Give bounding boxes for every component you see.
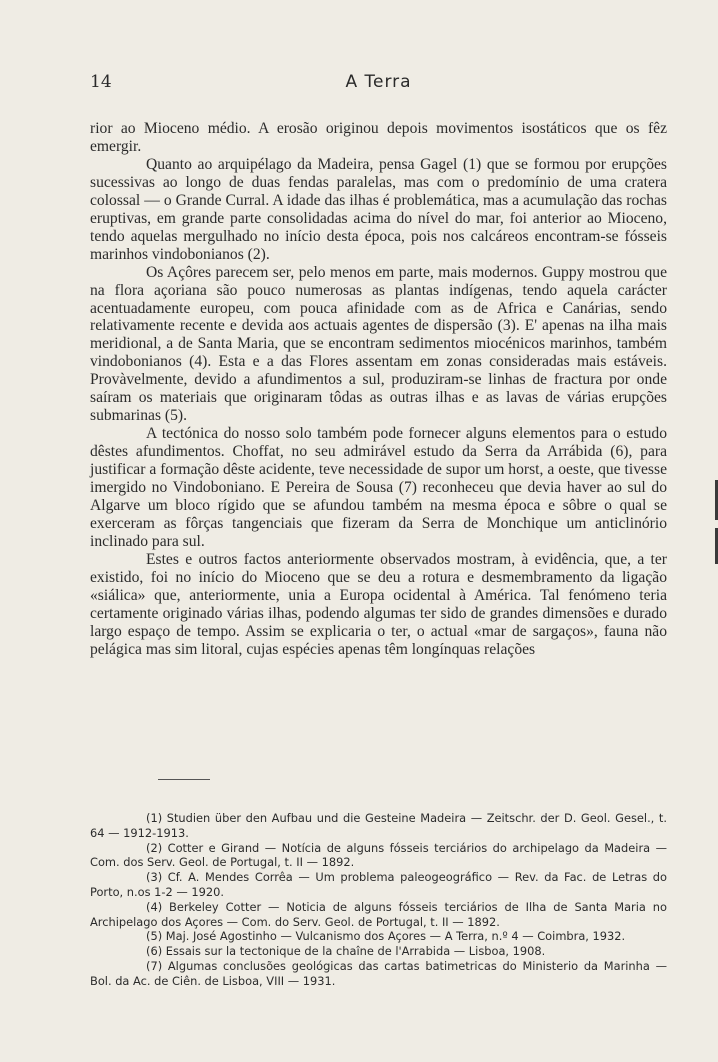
page-number: 14 bbox=[90, 72, 112, 92]
body-text bbox=[90, 120, 667, 659]
paragraph: Estes e outros factos anteriormente observados mostram, à evidência, que, a ter existido, foi no início do Mioceno que se deu a rotura e desmembramento da ligação «siálica» que, anteriormente, unia a Europa ocidental à América. Tal fenómeno teria certamente originado várias ilhas, podendo algumas ter sido de grandes dimensões e durado largo espaço de tempo. Assim se explicaria o ter, o actual «mar de sargaços», fauna não pelágica mas sim litoral, cujas espécies apenas têm longínquas relações bbox=[90, 550, 667, 658]
footnotes bbox=[90, 811, 667, 989]
footnote: (7) Algumas conclusões geológicas das cartas batimetricas do Ministerio da Marinha — Bol. da Ac. de Ciên. de Lisboa, VIII — 1931. bbox=[90, 958, 667, 988]
paragraph: Os Açôres parecem ser, pelo menos em parte, mais modernos. Guppy mostrou que na flora açoriana são pouco numerosas as plantas indígenas, tendo aquela carácter acentuadamente europeu, com pouca afinidade com as de Africa e Canárias, sendo relativamente recente e devida aos actuais agentes de dispersão (3). E' apenas na ilha mais meridional, a de Santa Maria, que se encontram sedimentos miocénicos marinhos, também vindobonianos (4). Esta e a das Flores assentam em zonas consideradas mais estáveis. Provàvelmente, devido a afundimentos a sul, produziram-se linhas de fractura por onde saíram os materiais que originaram tôdas as outras ilhas e as lavas de várias erupções submarinas (5). bbox=[90, 263, 667, 425]
footnote: (2) Cotter e Girand — Notícia de alguns fósseis terciários do archipelago da Madeira — Com. dos Serv. Geol. de Portugal, t. II — 1892. bbox=[90, 840, 667, 870]
page-header bbox=[90, 72, 667, 96]
footnote: (1) Studien über den Aufbau und die Gesteine Madeira — Zeitschr. der D. Geol. Gesel., t. 64 — 1912-1913. bbox=[90, 811, 667, 840]
running-title: A Terra bbox=[345, 72, 412, 92]
footnote-separator bbox=[158, 779, 210, 780]
footnote: (4) Berkeley Cotter — Noticia de alguns fósseis terciários de Ilha de Santa Maria no Archipelago dos Açores — Com. do Serv. Geol. de Portugal, t. II — 1892. bbox=[90, 899, 667, 929]
paragraph: rior ao Mioceno médio. A erosão originou depois movimentos isostáticos que os fêz emergir. bbox=[90, 120, 667, 155]
footnote: (3) Cf. A. Mendes Corrêa — Um problema paleogeográfico — Rev. da Fac. de Letras do Porto, n.os 1-2 — 1920. bbox=[90, 870, 667, 899]
paragraph: Quanto ao arquipélago da Madeira, pensa Gagel (1) que se formou por erupções sucessivas ao longo de duas fendas paralelas, mas com o predomínio de uma cratera colossal — o Grande Curral. A idade das ilhas é problemática, mas a acumulação das rochas eruptivas, em grande parte consolidadas acima do nível do mar, foi anterior ao Mioceno, tendo aquelas mergulhado no início desta época, pois nos calcáreos encontram-se fósseis marinhos vindobonianos (2). bbox=[90, 155, 667, 263]
paragraph: A tectónica do nosso solo também pode fornecer alguns elementos para o estudo dêstes afundimentos. Choffat, no seu admirável estudo da Serra da Arrábida (6), para justificar a formação dêste acidente, teve necessidade de supor um horst, a oeste, que tivesse imergido no Vindoboniano. E Pereira de Sousa (7) reconheceu que devia haver ao sul do Algarve um bloco rígido que se afundou também na mesma época e sôbre o qual se exerceram as fôrças tangenciais que fizeram da Serra de Monchique um anticlinório inclinado para sul. bbox=[90, 425, 667, 550]
footnote: (5) Maj. José Agostinho — Vulcanismo dos Açores — A Terra, n.º 4 — Coimbra, 1932. bbox=[146, 929, 626, 944]
footnote: (6) Essais sur la tectonique de la chaîne de l'Arrabida — Lisboa, 1908. bbox=[146, 944, 546, 959]
